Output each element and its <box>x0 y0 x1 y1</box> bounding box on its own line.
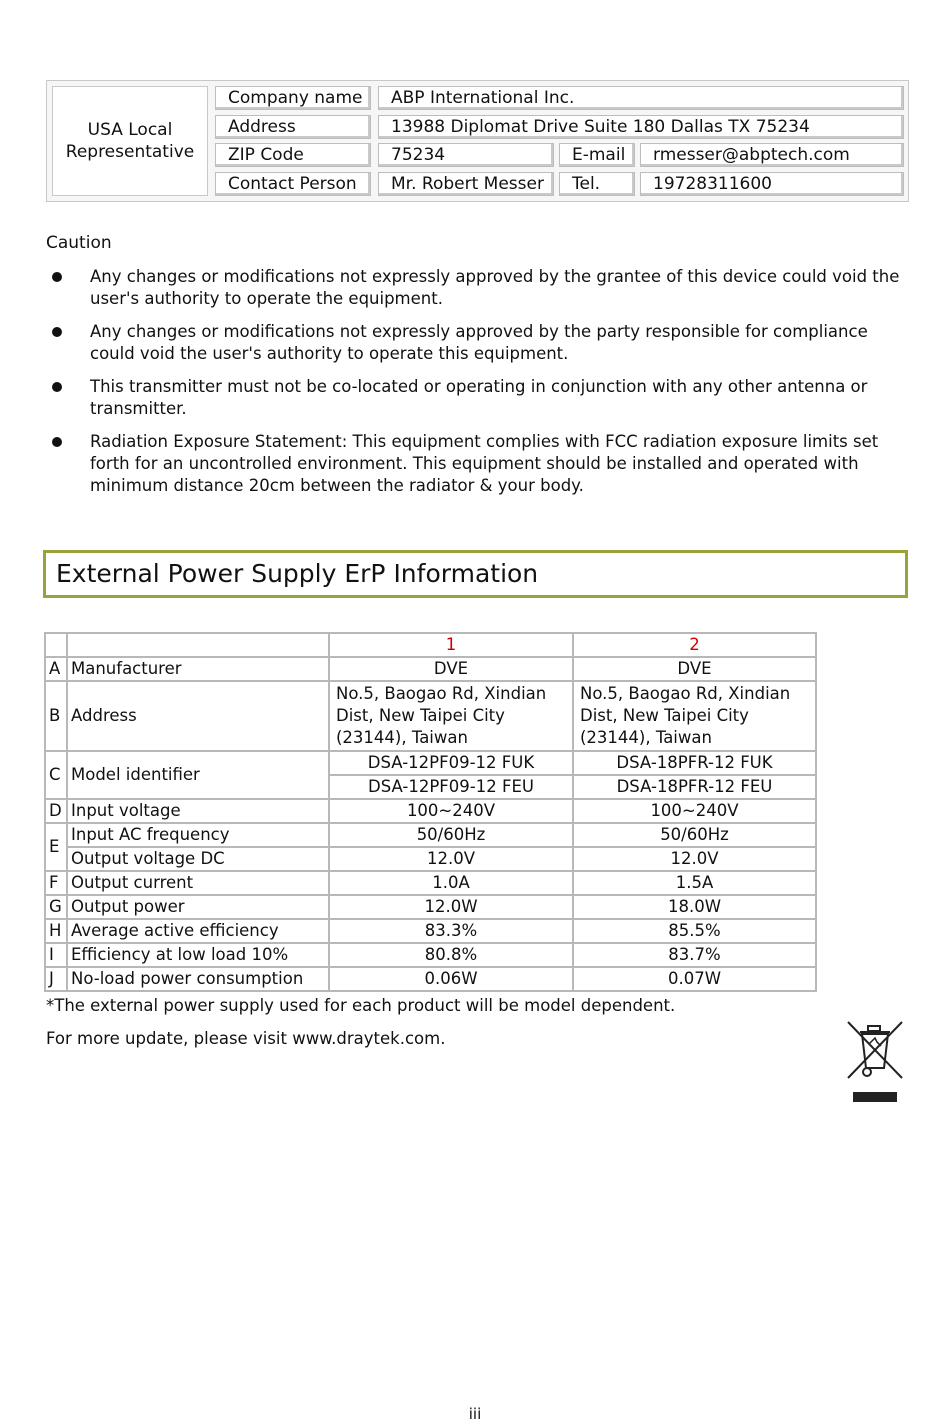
row-label: Efficiency at low load 10% <box>67 943 329 967</box>
row-value-1: 100~240V <box>329 799 573 823</box>
row-value-1: 83.3% <box>329 919 573 943</box>
row-value-1: No.5, Baogao Rd, Xindian Dist, New Taipei City (23144), Taiwan <box>329 681 573 751</box>
caution-item <box>46 321 916 365</box>
table-row <box>45 799 816 823</box>
table-row <box>45 967 816 991</box>
row-value-1: DSA-12PF09-12 FUK <box>329 751 573 775</box>
representative-label: USA Local Representative <box>52 86 208 196</box>
row-label: Output power <box>67 895 329 919</box>
row-letter: E <box>45 823 67 871</box>
row-letter: G <box>45 895 67 919</box>
zip-value: 75234 <box>378 143 554 167</box>
row-value-2: DVE <box>573 657 816 681</box>
row-value-1: 12.0W <box>329 895 573 919</box>
row-label: Average active efficiency <box>67 919 329 943</box>
table-row <box>45 751 816 775</box>
row-value-2: No.5, Baogao Rd, Xindian Dist, New Taipei City (23144), Taiwan <box>573 681 816 751</box>
row-value-1: DSA-12PF09-12 FEU <box>329 775 573 799</box>
bullet-icon <box>52 272 62 282</box>
contact-value: Mr. Robert Messer <box>378 172 554 196</box>
row-value-1: 80.8% <box>329 943 573 967</box>
table-row <box>45 943 816 967</box>
row-value-1: DVE <box>329 657 573 681</box>
table-row <box>45 919 816 943</box>
table-row <box>45 871 816 895</box>
column-header-1: 1 <box>329 633 573 657</box>
row-value-1: 1.0A <box>329 871 573 895</box>
page-number: iii <box>468 1405 482 1423</box>
table-row <box>45 895 816 919</box>
caution-heading: Caution <box>46 233 112 253</box>
caution-list <box>46 266 916 508</box>
row-letter: D <box>45 799 67 823</box>
row-letter: J <box>45 967 67 991</box>
row-value-1: 12.0V <box>329 847 573 871</box>
erp-table <box>44 632 817 992</box>
tel-label: Tel. <box>559 172 635 196</box>
table-cell <box>67 633 329 657</box>
caution-text: This transmitter must not be co-located or operating in conjunction with any other antenna or transmitter. <box>90 377 868 418</box>
update-note: For more update, please visit www.draytek.com. <box>46 1029 446 1048</box>
column-header-2: 2 <box>573 633 816 657</box>
table-row <box>45 847 816 871</box>
email-value: rmesser@abptech.com <box>640 143 904 167</box>
company-name-value: ABP International Inc. <box>378 86 904 110</box>
caution-item <box>46 266 916 310</box>
section-title: External Power Supply ErP Information <box>56 559 539 588</box>
row-label: Address <box>67 681 329 751</box>
table-row <box>45 657 816 681</box>
row-letter: B <box>45 681 67 751</box>
row-value-2: DSA-18PFR-12 FUK <box>573 751 816 775</box>
row-label: No-load power consumption <box>67 967 329 991</box>
row-letter: F <box>45 871 67 895</box>
row-label: Model identifier <box>67 751 329 799</box>
row-label: Manufacturer <box>67 657 329 681</box>
row-value-2: 85.5% <box>573 919 816 943</box>
table-header-row <box>45 633 816 657</box>
row-letter: H <box>45 919 67 943</box>
bullet-icon <box>52 327 62 337</box>
caution-item <box>46 431 916 497</box>
caution-item <box>46 376 916 420</box>
company-name-label: Company name <box>215 86 371 110</box>
bullet-icon <box>52 437 62 447</box>
table-row <box>45 681 816 751</box>
row-value-2: 50/60Hz <box>573 823 816 847</box>
row-value-2: 18.0W <box>573 895 816 919</box>
row-value-2: 1.5A <box>573 871 816 895</box>
bullet-icon <box>52 382 62 392</box>
crossed-out-wheelie-bin-icon <box>846 1020 904 1104</box>
table-cell <box>45 633 67 657</box>
row-label: Output current <box>67 871 329 895</box>
model-dependent-note: *The external power supply used for each product will be model dependent. <box>46 996 676 1015</box>
caution-text: Any changes or modifications not expressly approved by the party responsible for compliance could void the user's authority to operate this equipment. <box>90 322 868 363</box>
row-value-2: DSA-18PFR-12 FEU <box>573 775 816 799</box>
row-value-1: 0.06W <box>329 967 573 991</box>
caution-text: Any changes or modifications not expressly approved by the grantee of this device could void the user's authority to operate the equipment. <box>90 267 900 308</box>
zip-label: ZIP Code <box>215 143 371 167</box>
row-value-2: 12.0V <box>573 847 816 871</box>
address-label: Address <box>215 115 371 139</box>
row-value-1: 50/60Hz <box>329 823 573 847</box>
row-letter: C <box>45 751 67 799</box>
table-row <box>45 823 816 847</box>
caution-text: Radiation Exposure Statement: This equipment complies with FCC radiation exposure limits set forth for an uncontrolled environment. This equipment should be installed and operated with minimum distance 20cm between the radiator & your body. <box>90 432 879 495</box>
row-letter: I <box>45 943 67 967</box>
row-letter: A <box>45 657 67 681</box>
contact-label: Contact Person <box>215 172 371 196</box>
tel-value: 19728311600 <box>640 172 904 196</box>
email-label: E-mail <box>559 143 635 167</box>
row-value-2: 0.07W <box>573 967 816 991</box>
row-value-2: 100~240V <box>573 799 816 823</box>
section-heading-box <box>43 550 908 598</box>
row-label: Input AC frequency <box>67 823 329 847</box>
row-label: Output voltage DC <box>67 847 329 871</box>
row-value-2: 83.7% <box>573 943 816 967</box>
address-value: 13988 Diplomat Drive Suite 180 Dallas TX 75234 <box>378 115 904 139</box>
row-label: Input voltage <box>67 799 329 823</box>
